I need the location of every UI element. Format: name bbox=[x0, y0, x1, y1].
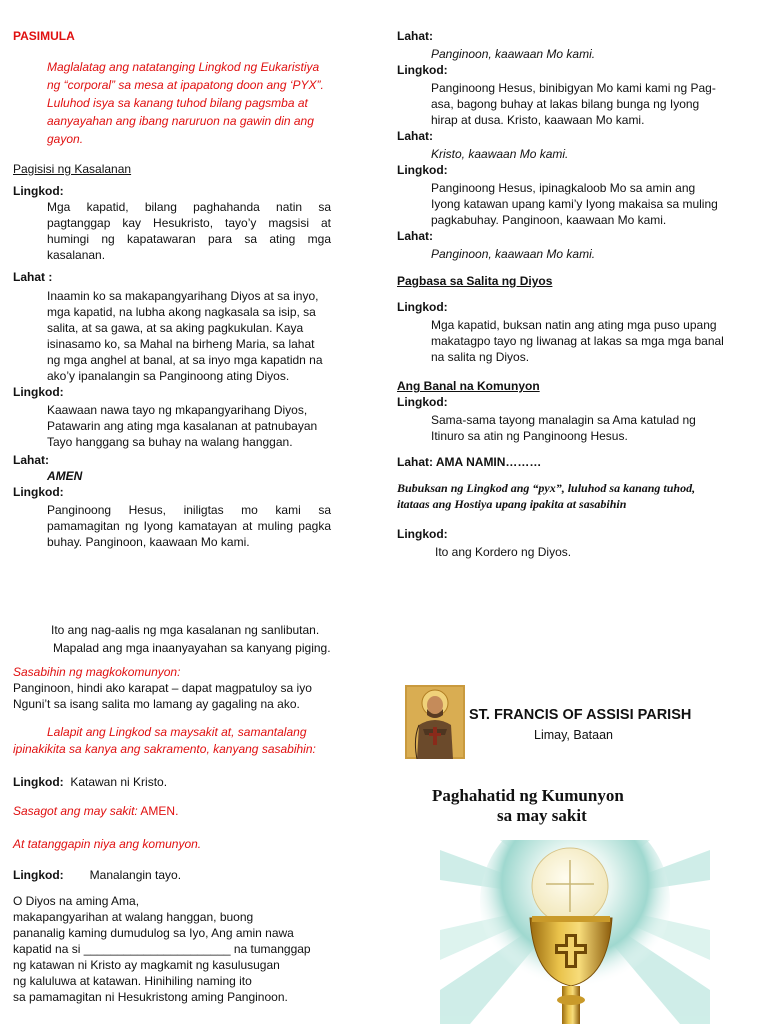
text-pagbasa: Mga kapatid, buksan natin ang ating mga puso upang makatagpo tayo ng liwanag at lakas sa mga mga banal na salita ng Diyos. bbox=[431, 318, 724, 364]
text-lingkod-1: Mga kapatid, bilang paghahanda natin sa pagtanggap kay Hesukristo, tayo’y magsisi at humingi ng kapatawaran para sa ating mga kasalanan. bbox=[47, 200, 331, 262]
text-response: Kristo, kaawaan Mo kami. bbox=[431, 147, 569, 161]
text-mapalad: Mapalad ang mga inaanyayahan sa kanyang piging. bbox=[53, 641, 331, 655]
text-amen-red: AMEN. bbox=[140, 804, 179, 818]
cover-title-line1: Paghahatid ng Kumunyon bbox=[432, 786, 624, 805]
text-agnus: Ito ang nag-aalis ng mga kasalanan ng sanlibutan. bbox=[51, 623, 320, 637]
rubric-sasagot: Sasagot ang may sakit: bbox=[13, 804, 138, 818]
left-column bbox=[13, 28, 331, 550]
line-manalangin bbox=[13, 867, 331, 883]
text-amen: AMEN bbox=[47, 469, 83, 483]
closing-prayer bbox=[13, 893, 331, 1005]
parish-location: Limay, Bataan bbox=[534, 728, 613, 742]
label-lingkod: Lingkod: bbox=[13, 485, 64, 499]
line-sasagot bbox=[13, 803, 331, 819]
text-response: Panginoon, kaawaan Mo kami. bbox=[431, 247, 596, 261]
label-lingkod: Lingkod: bbox=[397, 395, 448, 409]
prayer-line: ng katawan ni Kristo ay magkamit ng kasulusugan bbox=[13, 958, 280, 972]
text-absolution: Kaawaan nawa tayo ng mkapangyarihang Diyos, Patawarin ang ating mga kasalanan at patnubayan Tayo hanggang sa buhay na walang hanggan. bbox=[47, 403, 318, 449]
label-lingkod: Lingkod: bbox=[13, 775, 64, 789]
label-lahat: Lahat: bbox=[397, 29, 433, 43]
label-lahat: Lahat: bbox=[397, 129, 433, 143]
rubric-tatanggapin: At tatanggapin niya ang komunyon. bbox=[13, 837, 202, 851]
text-confiteor: Inaamin ko sa makapangyarihang Diyos at sa inyo, mga kapatid, na lubha akong nagkasala sa isip, sa salita, at sa gawa, at sa aking pagkukulan. Kaya isinasamo ko, sa Mahal na birheng Maria, sa lahat ng mga anghel at banal, at sa inyo mga kapatidn na ako’y ipanalangin sa Panginoong ating Diyos. bbox=[47, 289, 323, 383]
prayer-line: O Diyos na aming Ama, bbox=[13, 894, 140, 908]
text-invocation-2: Panginoong Hesus, binibigyan Mo kami kami ng Pag-asa, bagong buhay at lakas bilang bunga ng Iyong hirap at dusa. Kristo, kaawaan Mo kami. bbox=[431, 81, 716, 127]
text-domine-non-sum: Panginoon, hindi ako karapat – dapat magpatuloy sa iyo Nguni’t sa isang salita mo lamang ay gagaling na ako. bbox=[13, 681, 312, 711]
lower-left-column bbox=[13, 622, 331, 1005]
saint-francis-icon bbox=[405, 685, 465, 759]
prayer-line: kapatid na si ______________________ na tumanggap bbox=[13, 942, 311, 956]
intro-rubric: Maglalatag ang natatanging Lingkod ng Eukaristiya ng “corporal” sa mesa at ipapatong doon ang ‘PYX”. Luluhod isya sa kanang tuhod bilang pagsmba at aanyayahan ang ibang naruruon na gawin din ang gayon. bbox=[47, 60, 324, 146]
line-katawan bbox=[13, 774, 331, 790]
section-pagsisisi: Pagisisi ng Kasalanan bbox=[13, 162, 132, 176]
text-manalangin: Manalangin tayo. bbox=[89, 868, 182, 882]
text-ama-namin: Lahat: AMA NAMIN……… bbox=[397, 455, 542, 469]
prayer-line: pananalig kaming dumudulog sa Iyo, Ang amin nawa bbox=[13, 926, 294, 940]
section-pagbasa: Pagbasa sa Salita ng Diyos bbox=[397, 274, 553, 288]
prayer-line: sa pamamagitan ni Hesukristong aming Panginoon. bbox=[13, 990, 288, 1004]
text-komunyon: Sama-sama tayong manalagin sa Ama katulad ng Itinuro sa atin ng Panginoong Hesus. bbox=[431, 413, 696, 443]
text-invocation-3: Panginoong Hesus, ipinagkaloob Mo sa amin ang Iyong katawan upang kami’y Iyong makaisa sa muling pagkabuhay. Panginoon, kaawaan Mo kami. bbox=[431, 181, 718, 227]
parish-name: ST. FRANCIS OF ASSISI PARISH bbox=[469, 707, 692, 723]
text-lingkod-kyrie: Panginoong Hesus, iniligtas mo kami sa pamamagitan ng Iyong kamatayan at muling pagka buhay. Panginoon, kaawaan Mo kami. bbox=[47, 503, 331, 549]
label-lahat: Lahat: bbox=[13, 453, 49, 467]
heading-pasimula: PASIMULA bbox=[13, 29, 75, 43]
prayer-line: ng kaluluwa at katawan. Hinihiling naming ito bbox=[13, 974, 252, 988]
section-komunyon: Ang Banal na Komunyon bbox=[397, 379, 540, 393]
label-lingkod: Lingkod: bbox=[397, 527, 448, 541]
label-lingkod: Lingkod: bbox=[13, 868, 64, 882]
label-lingkod: Lingkod: bbox=[397, 63, 448, 77]
rubric-magkokomunyon: Sasabihin ng magkokomunyon: bbox=[13, 665, 181, 679]
label-lahat: Lahat : bbox=[13, 270, 53, 284]
label-lingkod: Lingkod: bbox=[397, 163, 448, 177]
prayer-line: makapangyarihan at walang hanggan, buong bbox=[13, 910, 254, 924]
right-column bbox=[397, 28, 727, 560]
cover-title-line2: sa may sakit bbox=[497, 806, 587, 825]
eucharist-chalice-icon bbox=[440, 840, 710, 1024]
label-lingkod: Lingkod: bbox=[397, 300, 448, 314]
label-lahat: Lahat: bbox=[397, 229, 433, 243]
text-response: Panginoon, kaawaan Mo kami. bbox=[431, 47, 596, 61]
rubric-pyx: Bubuksan ng Lingkod ang “pyx”, luluhod sa kanang tuhod, itataas ang Hostiya upang ipakita at sasabihin bbox=[397, 481, 696, 511]
rubric-lalapit: Lalapit ang Lingkod sa maysakit at, samantalang ipinakikita sa kanya ang sakramento, kanyang sasabihin: bbox=[13, 725, 316, 756]
label-lingkod: Lingkod: bbox=[13, 385, 64, 399]
text-kordero: Ito ang Kordero ng Diyos. bbox=[435, 545, 572, 559]
label-lingkod: Lingkod: bbox=[13, 184, 64, 198]
text-katawan: Katawan ni Kristo. bbox=[70, 775, 168, 789]
